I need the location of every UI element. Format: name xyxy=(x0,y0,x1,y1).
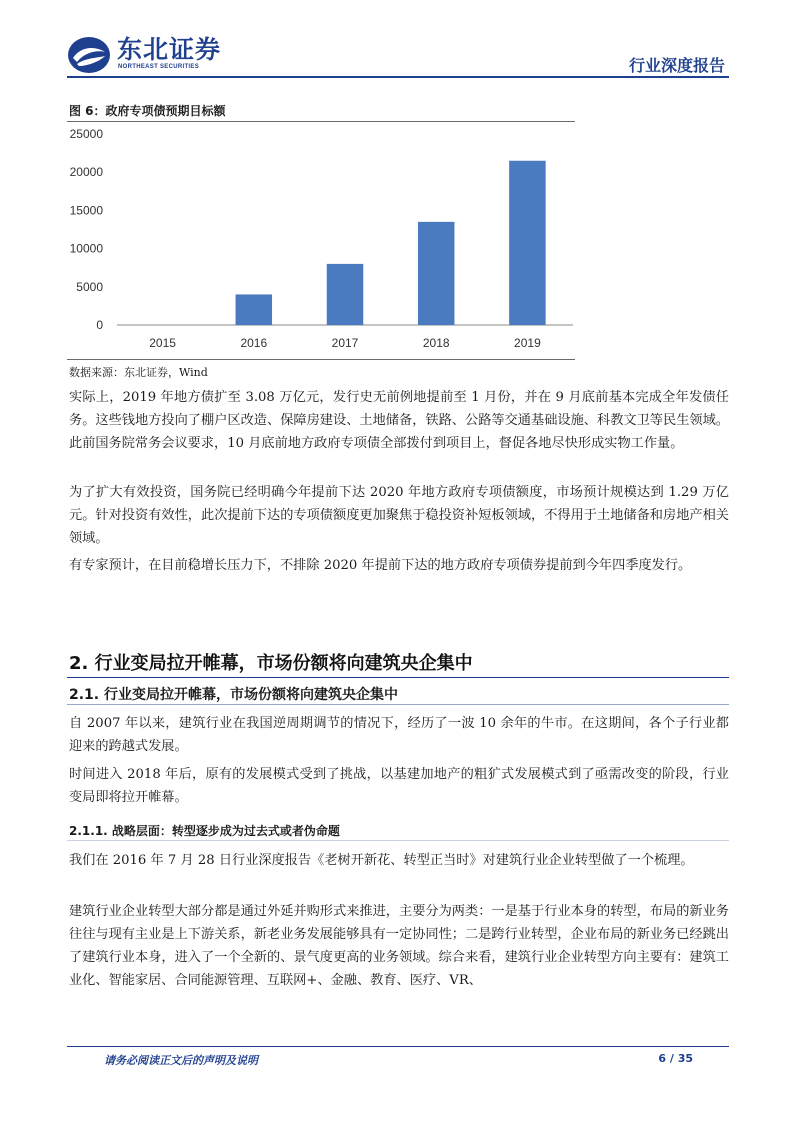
logo-chinese-name: 东北证券 xyxy=(117,35,222,64)
figure-bottom-rule xyxy=(67,359,575,360)
paragraph-expert-forecast: 有专家预计，在目前稳增长压力下，不排除 2020 年提前下达的地方政府专项债券提前到今年四季度发行。 xyxy=(69,558,692,573)
section-heading-rule xyxy=(67,677,729,678)
bar-2016 xyxy=(236,294,272,325)
bar-2018 xyxy=(418,222,454,325)
x-tick-label: 2016 xyxy=(240,336,268,350)
paragraph-local-bonds: 实际上，2019 年地方债扩至 3.08 万亿元，发行史无前例地提前至 1 月份，并在 9 月底前基本完成全年发债任务。这些钱地方投向了棚户区改造、保障房建设、土地储备，铁路、公路等交通基础设施、科教文卫等民生领域。此前国务院常务会议要求，10 月底前地方政府专项债全部拨付到项目上，督促各地尽快形成实物工作量。 xyxy=(69,390,729,451)
subsection-heading-rule xyxy=(67,704,729,705)
paragraph-effective-investment: 为了扩大有效投资，国务院已经明确今年提前下达 2020 年地方政府专项债额度，市场预计规模达到 1.29 万亿元。针对投资有效性，此次提前下达的专项债额度更加聚焦于稳投资补短板领域，不得用于土地储备和房地产相关领域。 xyxy=(69,485,729,546)
y-tick-label: 5000 xyxy=(76,279,103,294)
paragraph-2018-challenge: 时间进入 2018 年后，原有的发展模式受到了挑战，以基建加地产的粗犷式发展模式到了亟需改变的阶段，行业变局即将拉开帷幕。 xyxy=(69,767,729,805)
footer-divider xyxy=(67,1046,729,1047)
subsection-heading: 2.1. 行业变局拉开帷幕，市场份额将向建筑央企集中 xyxy=(69,687,398,703)
subsubsection-heading-rule xyxy=(67,840,729,841)
y-tick-label: 15000 xyxy=(69,203,103,218)
figure-source: 数据来源：东北证券，Wind xyxy=(69,366,208,379)
logo-english-name: NORTHEAST SECURITIES xyxy=(118,64,200,70)
x-tick-label: 2017 xyxy=(331,336,359,350)
subsubsection-heading: 2.1.1. 战略层面：转型逐步成为过去式或者伪命题 xyxy=(69,824,340,838)
section-heading: 2. 行业变局拉开帷幕，市场份额将向建筑央企集中 xyxy=(69,653,473,674)
x-tick-label: 2018 xyxy=(422,336,450,350)
bar-2017 xyxy=(327,264,363,325)
y-tick-label: 25000 xyxy=(69,127,103,141)
y-tick-label: 20000 xyxy=(69,165,103,180)
header-divider xyxy=(67,76,729,78)
report-type-label: 行业深度报告 xyxy=(628,56,725,75)
figure-title: 图 6：政府专项债预期目标额 xyxy=(69,104,226,118)
y-tick-label: 0 xyxy=(96,318,103,332)
paragraph-bull-market: 自 2007 年以来，建筑行业在我国逆周期调节的情况下，经历了一波 10 余年的牛市。在这期间，各个子行业都迎来的跨越式发展。 xyxy=(69,716,729,754)
northeast-securities-logo-icon xyxy=(67,36,111,74)
x-tick-label: 2019 xyxy=(514,336,541,350)
page-number: 6 / 35 xyxy=(658,1052,693,1065)
paragraph-transformation: 建筑行业企业转型大部分都是通过外延并购形式来推进，主要分为两类：一是基于行业本身的转型，布局的新业务往往与现有主业是上下游关系，新老业务发展能够具有一定协同性；二是跨行业转型，企业布局的新业务已经跳出了建筑行业本身，进入了一个全新的、景气度更高的业务领域。综合来看，建筑行业企业转型方向主要有：建筑工业化、智能家居、合同能源管理、互联网+、金融、教育、医疗、VR、 xyxy=(69,904,729,988)
paragraph-prior-report: 我们在 2016 年 7 月 28 日行业深度报告《老树开新花、转型正当时》对建筑行业企业转型做了一个梳理。 xyxy=(69,853,694,868)
y-tick-label: 10000 xyxy=(69,241,103,256)
footer-disclaimer: 请务必阅读正文后的声明及说明 xyxy=(104,1054,258,1067)
bar-chart xyxy=(67,122,575,358)
x-tick-label: 2015 xyxy=(149,336,176,350)
bar-2019 xyxy=(509,161,545,325)
